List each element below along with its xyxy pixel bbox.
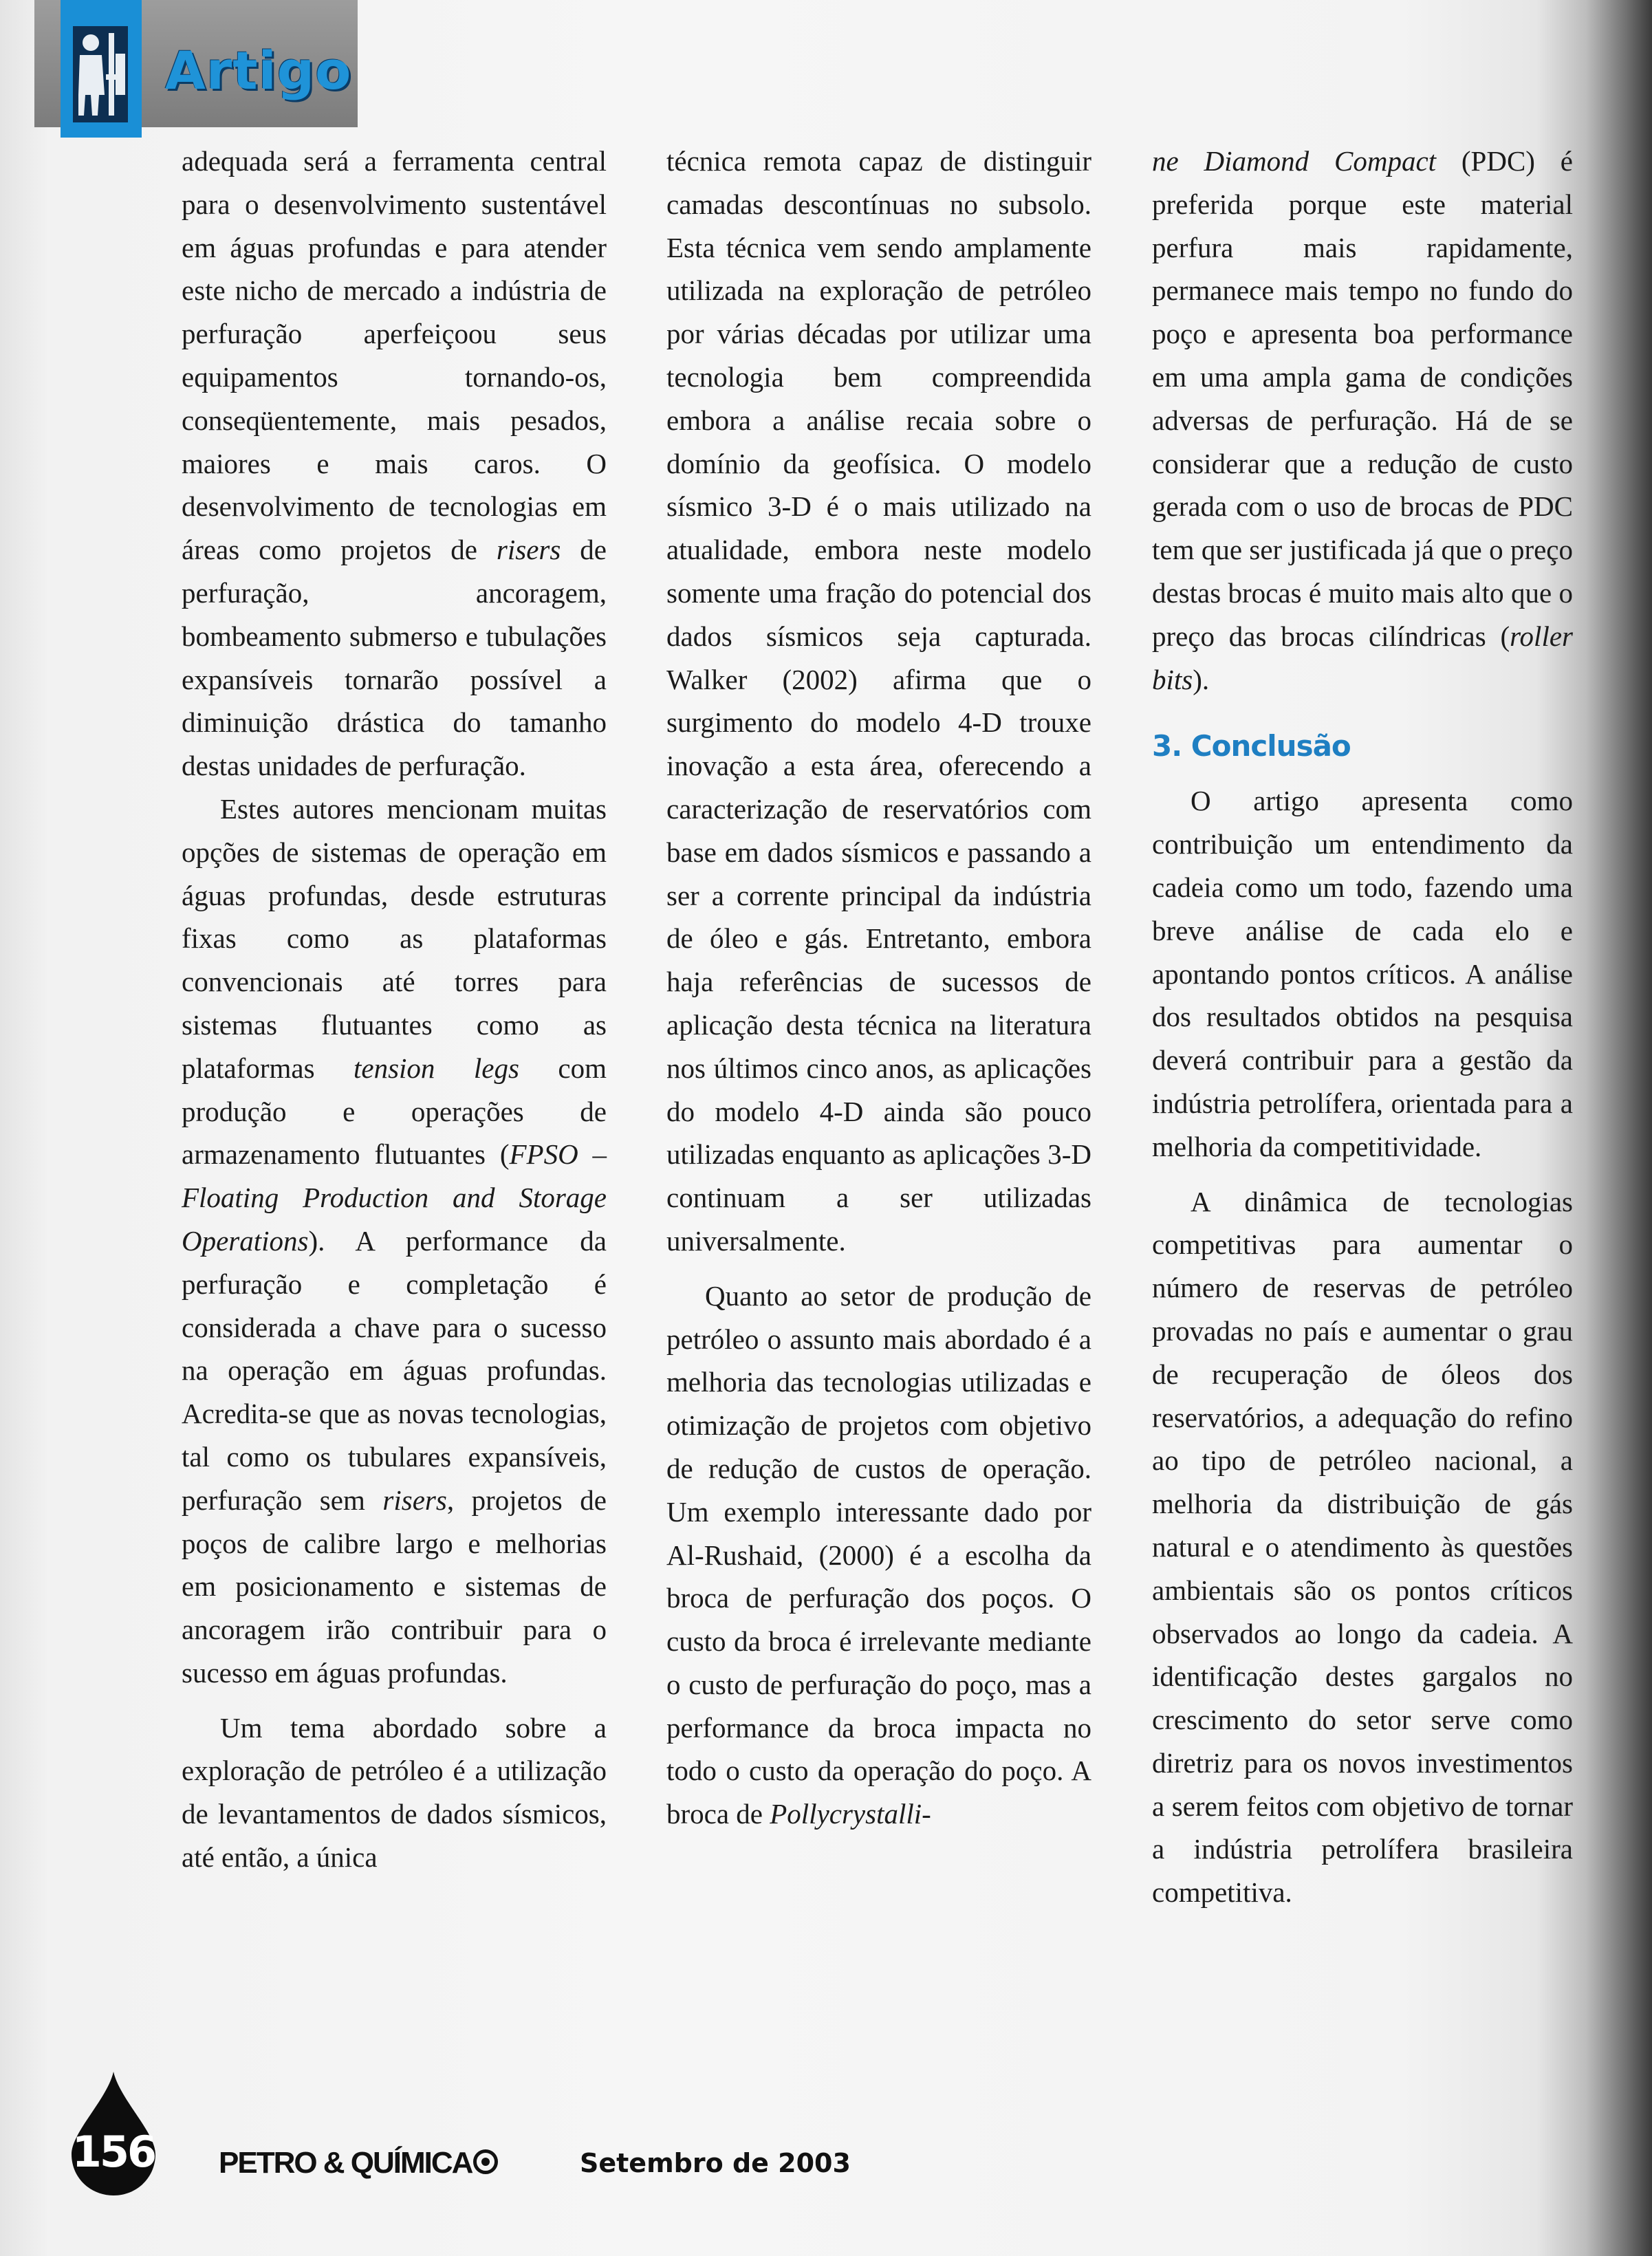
text-run: de perfuração, ancoragem, bombeamento submerso e tubulações expansíveis tornarão possível a diminuição drástica do tamanho destas unidades de perfuração. bbox=[182, 534, 607, 782]
worker-at-rig-icon bbox=[66, 12, 135, 129]
text-column-2 bbox=[666, 140, 1091, 1836]
text-run: , projetos de poços de calibre largo e melhorias em posicionamento e sistemas de ancoragem irão contribuir para o sucesso em águas profundas. bbox=[182, 1484, 607, 1689]
section-heading: 3. Conclusão bbox=[1152, 729, 1351, 763]
text-column-3 bbox=[1152, 140, 1573, 1914]
italic-term: tension legs bbox=[354, 1052, 519, 1084]
registered-mark-icon bbox=[473, 2149, 498, 2174]
text-run: ). bbox=[1193, 663, 1210, 695]
page-number: 156 bbox=[72, 2127, 155, 2177]
paragraph bbox=[182, 140, 607, 788]
paragraph: Um tema abordado sobre a exploração de petróleo é a utilização de levantamentos de dados sísmicos, até então, a única bbox=[182, 1711, 607, 1874]
italic-term: risers bbox=[496, 534, 561, 566]
text-run: Quanto ao setor de produção de petróleo o assunto mais abordado é a melhoria das tecnologias utilizadas e otimização de projetos com objetivo de redução de custos de operação. Um exemplo interessante dado por Al-Rushaid, (2000) é a escolha da broca de perfuração dos poços. O custo da broca é irrelevante mediante o custo de perfuração do poço, mas a performance da broca impacta no todo o custo da operação do poço. A broca de bbox=[666, 1279, 1091, 1830]
italic-term: Pollycrystalli- bbox=[770, 1798, 931, 1830]
section-label: Artigo bbox=[165, 40, 352, 101]
paragraph: A dinâmica de tecnologias competitivas para aumentar o número de reservas de petróleo provadas no país e aumentar o grau de recuperação de óleos dos reservatórios, a adequação do refino ao tipo de petróleo nacional, a melhoria da distribuição de gás natural e o atendimento às questões ambientais são os pontos críticos observados ao longo da cadeia. A identificação destes gargalos no crescimento do setor serve como diretriz para os novos investimentos a serem feitos com objetivo de tornar a indústria petrolífera brasileira competitiva. bbox=[1152, 1185, 1573, 1909]
paragraph: O artigo apresenta como contribuição um entendimento da cadeia como um todo, fazendo uma breve análise de cada elo e apontando pontos críticos. A análise dos resultados obtidos na pesquisa deverá contribuir para a gestão da indústria petrolífera, orientada para a melhoria da competitividade. bbox=[1152, 785, 1573, 1162]
italic-term: FPSO – Floating Production and Storage Operations bbox=[182, 1138, 607, 1257]
paragraph: técnica remota capaz de distinguir camadas descontínuas no subsolo. Esta técnica vem sendo amplamente utilizada na exploração de petróleo por várias décadas por utilizar uma tecnologia bem compreendida embora a análise recaia sobre o domínio da geofísica. O modelo sísmico 3-D é o mais utilizado na atualidade, embora neste modelo somente uma fração do potencial dos dados sísmicos seja capturada. Walker (2002) afirma que o surgimento do modelo 4-D trouxe inovação a esta área, oferecendo a caracterização de reservatórios com base em dados sísmicos e passando a ser a corrente principal da indústria de óleo e gás. Entretanto, embora haja referências de sucessos de aplicação desta técnica na literatura nos últimos cinco anos, as aplicações do modelo 4-D ainda são pouco utilizadas enquanto as aplicações 3-D continuam a ser utilizadas universalmente. bbox=[666, 145, 1091, 1257]
text-run: ). A performance da perfuração e completação é considerada a chave para o sucesso na operação em águas profundas. Acredita-se que as novas tecnologias, tal como os tubulares expansíveis, perfuração sem bbox=[182, 1224, 607, 1516]
italic-term: risers bbox=[382, 1484, 447, 1516]
paragraph bbox=[666, 1275, 1091, 1836]
text-column-1 bbox=[182, 140, 607, 1879]
issue-date: Setembro de 2003 bbox=[580, 2148, 851, 2178]
magazine-name: PETRO & QUÍMICA bbox=[219, 2146, 472, 2180]
text-run: Estes autores mencionam muitas opções de sistemas de operação em águas profundas, desde estruturas fixas como as plataformas convencionais até torres para sistemas flutuantes como as plataformas bbox=[182, 792, 607, 1084]
text-run: com produção e operações de armazenamento flutuantes ( bbox=[182, 1052, 607, 1171]
italic-term: ne Diamond Compact bbox=[1152, 145, 1437, 177]
section-logo bbox=[61, 0, 142, 138]
paragraph bbox=[182, 788, 607, 1695]
text-run: (PDC) é preferida porque este material perfura mais rapidamente, permanece mais tempo no fundo do poço e apresenta boa performance em uma ampla gama de condições adversas de perfuração. Há de se considerar que a redução de custo gerada com o uso de brocas de PDC tem que ser justificada já que o preço destas brocas é muito mais alto que o preço das brocas cilíndricas ( bbox=[1152, 145, 1573, 652]
paragraph bbox=[1152, 140, 1573, 701]
text-run: adequada será a ferramenta central para o desenvolvimento sustentável em águas profundas e para atender este nicho de mercado a indústria de perfuração aperfeiçoou seus equipamentos tornando-os, conseqüentemente, mais pesados, maiores e mais caros. O desenvolvimento de tecnologias em áreas como projetos de bbox=[182, 145, 607, 566]
italic-term: roller bits bbox=[1152, 620, 1573, 695]
